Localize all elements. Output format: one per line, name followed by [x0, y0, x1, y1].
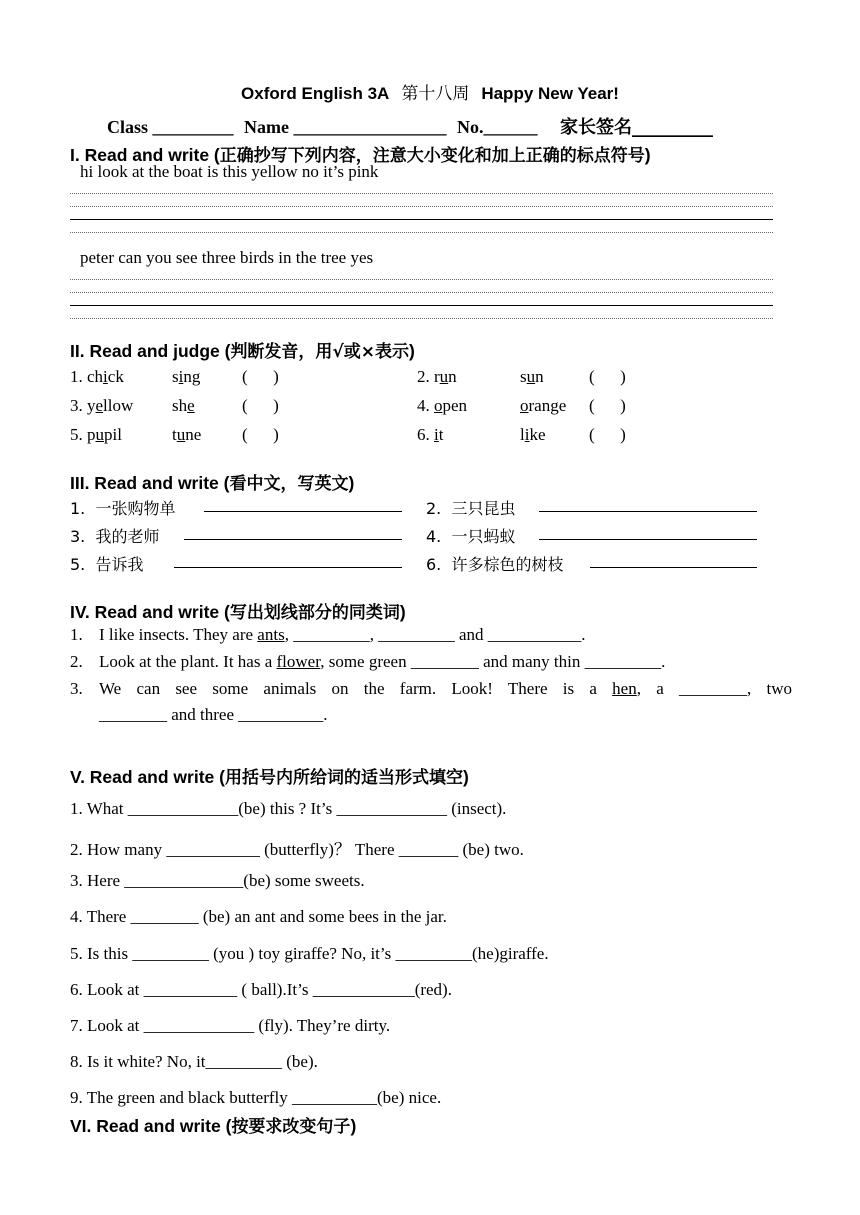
underlined-letter: o [434, 396, 443, 415]
judge-item-5 [70, 425, 279, 445]
item-number: 3. [70, 396, 83, 415]
underlined-word: ants [257, 625, 285, 644]
item-number: 1. [70, 625, 83, 644]
translate-item-5 [70, 552, 143, 575]
section-2-title: II. Read and judge ( [70, 341, 231, 361]
judge-item-3 [70, 396, 279, 416]
judge-item-4 [417, 396, 626, 416]
item-number: 1. [70, 367, 83, 386]
word-part: n [448, 367, 457, 386]
chinese-phrase: 三只昆虫 [451, 499, 516, 518]
item-number: 4. [426, 527, 442, 546]
chinese-phrase: 许多棕色的树枝 [451, 555, 564, 574]
answer-parentheses[interactable]: ( ) [589, 367, 626, 386]
underlined-letter: e [187, 396, 195, 415]
fill-in-question-8: 8. Is it white? No, it_________ (be). [70, 1052, 318, 1071]
section-2-title-end: ) [409, 341, 415, 361]
underlined-word: flower [276, 652, 321, 671]
section-6-heading [70, 1112, 356, 1137]
item-number: 6. [417, 425, 430, 444]
answer-parentheses[interactable]: ( ) [589, 425, 626, 444]
answer-parentheses[interactable]: ( ) [589, 396, 626, 415]
section-2-instruction: 判断发音，用√或×表示 [230, 342, 410, 362]
section-3-instruction: 看中文，写英文 [229, 474, 349, 494]
writing-baseline[interactable] [70, 219, 773, 220]
fill-in-question-6: 6. Look at ___________ ( ball).It’s ____________(red). [70, 980, 452, 999]
writing-line[interactable] [70, 318, 773, 319]
translate-item-1 [70, 496, 175, 519]
chinese-phrase: 一只蚂蚁 [451, 527, 516, 546]
fill-in-question-7: 7. Look at _____________ (fly). They’re dirty. [70, 1016, 391, 1035]
question-text: I like insects. They are [99, 625, 258, 644]
section-5-title-end: ) [462, 767, 469, 787]
section-3-title: III. Read and write ( [70, 473, 230, 493]
section-4-instruction: 写出划线部分的同类词 [229, 603, 400, 623]
parent-signature-field[interactable]: 家长签名_________ [560, 117, 713, 138]
underlined-letter: u [526, 367, 536, 386]
answer-parentheses[interactable]: ( ) [242, 425, 279, 444]
writing-baseline[interactable] [70, 305, 773, 306]
copy-sentence-2: peter can you see three birds in the tree yes [80, 248, 374, 267]
chinese-phrase: 我的老师 [95, 527, 160, 546]
fill-in-question-5: 5. Is this _________ (you ) toy giraffe? No, it’s _________(he)giraffe. [70, 944, 549, 963]
answer-blank[interactable] [539, 511, 757, 512]
underlined-letter: i [524, 425, 530, 444]
word-part: t [172, 425, 177, 444]
judge-item-6 [417, 425, 626, 445]
translate-item-2 [426, 496, 515, 519]
section-6-title-end: ) [350, 1116, 357, 1136]
chinese-phrase: 一张购物单 [95, 499, 176, 518]
answer-parentheses[interactable]: ( ) [242, 367, 279, 386]
item-number: 2. [70, 652, 83, 671]
title-theme: Happy New Year! [481, 84, 619, 103]
item-number: 6. [426, 555, 442, 574]
section-4-title-end: ) [399, 602, 406, 622]
writing-line[interactable] [70, 232, 773, 233]
item-number: 3. [70, 527, 86, 546]
page-title [0, 79, 860, 104]
word-part: ne [185, 425, 202, 444]
synonym-question-3-continued: ________ and three __________. [99, 705, 328, 724]
underlined-letter: u [95, 425, 104, 444]
question-text: Look at the plant. It has a [99, 652, 277, 671]
answer-parentheses[interactable]: ( ) [242, 396, 279, 415]
word-part: range [528, 396, 567, 415]
synonym-question-3 [70, 679, 792, 699]
question-text: , _________, _________ and ___________. [284, 625, 586, 644]
section-1-title-end: ) [644, 145, 651, 165]
number-field[interactable]: No.______ [457, 117, 538, 137]
chinese-phrase: 告诉我 [95, 555, 144, 574]
word-part: l [520, 425, 525, 444]
fill-in-question-4: 4. There ________ (be) an ant and some bees in the jar. [70, 907, 447, 926]
word-part: ck [107, 367, 124, 386]
item-number: 5. [70, 425, 83, 444]
title-week: 第十八周 [401, 84, 470, 104]
fill-in-question-1: 1. What _____________(be) this ? It’s _____________ (insect). [70, 799, 507, 818]
student-info-row [107, 113, 719, 139]
translate-item-6 [426, 552, 563, 575]
answer-blank[interactable] [539, 539, 757, 540]
class-field[interactable]: Class _________ [107, 117, 234, 137]
judge-item-1 [70, 367, 279, 387]
word-part: r [434, 367, 440, 386]
fill-in-question-2: 2. How many ___________ (butterfly)？ There _______ (be) two. [70, 840, 524, 859]
question-text: , a ________, two [636, 679, 792, 698]
section-3-heading [70, 469, 354, 494]
underlined-word: hen [612, 679, 637, 698]
word-part: sh [172, 396, 188, 415]
word-part: t [438, 425, 444, 444]
question-text: , some green ________ and many thin _________. [320, 652, 666, 671]
underlined-letter: i [178, 367, 184, 386]
section-5-title: V. Read and write ( [70, 767, 225, 787]
fill-in-question-3: 3. Here ______________(be) some sweets. [70, 871, 365, 890]
answer-blank[interactable] [590, 567, 757, 568]
word-part: pen [442, 396, 468, 415]
underlined-letter: o [520, 396, 529, 415]
underlined-letter: i [103, 367, 108, 386]
synonym-question-1 [70, 625, 585, 645]
word-part: p [87, 425, 96, 444]
section-4-heading [70, 598, 406, 623]
fill-in-question-9: 9. The green and black butterfly __________(be) nice. [70, 1088, 442, 1107]
name-field[interactable]: Name _________________ [244, 117, 447, 137]
question-text: We can see some animals on the farm. Look! There is a [99, 679, 613, 698]
section-1-title: I. Read and write ( [70, 145, 220, 165]
translate-item-3 [70, 524, 159, 547]
underlined-letter: u [176, 425, 186, 444]
word-part: s [520, 367, 527, 386]
section-1-instruction: 正确抄写下列内容，注意大小变化和加上正确的标点符号 [219, 146, 645, 166]
section-3-title-end: ) [348, 473, 355, 493]
word-part: n [535, 367, 544, 386]
section-2-heading [70, 337, 415, 362]
word-part: s [172, 367, 179, 386]
synonym-question-2 [70, 652, 665, 672]
item-number: 4. [417, 396, 430, 415]
answer-blank[interactable] [184, 539, 402, 540]
writing-line[interactable] [70, 206, 773, 207]
word-part: llow [103, 396, 134, 415]
item-number: 3. [70, 679, 83, 698]
item-number: 2. [426, 499, 442, 518]
writing-line[interactable] [70, 292, 773, 293]
underlined-letter: e [95, 396, 104, 415]
section-5-instruction: 用括号内所给词的适当形式填空 [224, 768, 463, 788]
item-number: 1. [70, 499, 86, 518]
word-part: ng [183, 367, 201, 386]
section-4-title: IV. Read and write ( [70, 602, 230, 622]
underlined-letter: i [434, 425, 439, 444]
word-part: ke [529, 425, 546, 444]
writing-line[interactable] [70, 279, 773, 280]
translate-item-4 [426, 524, 515, 547]
section-5-heading [70, 763, 469, 788]
answer-blank[interactable] [204, 511, 402, 512]
item-number: 2. [417, 367, 430, 386]
word-part: y [87, 396, 96, 415]
underlined-letter: u [439, 367, 449, 386]
item-number: 5. [70, 555, 86, 574]
section-6-title: VI. Read and write ( [70, 1116, 232, 1136]
answer-blank[interactable] [174, 567, 402, 568]
writing-line[interactable] [70, 193, 773, 194]
copy-sentence-1: hi look at the boat is this yellow no it’s pink [80, 162, 379, 181]
judge-item-2 [417, 367, 626, 387]
section-6-instruction: 按要求改变句子 [231, 1117, 351, 1137]
word-part: pil [104, 425, 122, 444]
title-course: Oxford English 3A [241, 84, 390, 103]
word-part: ch [87, 367, 104, 386]
